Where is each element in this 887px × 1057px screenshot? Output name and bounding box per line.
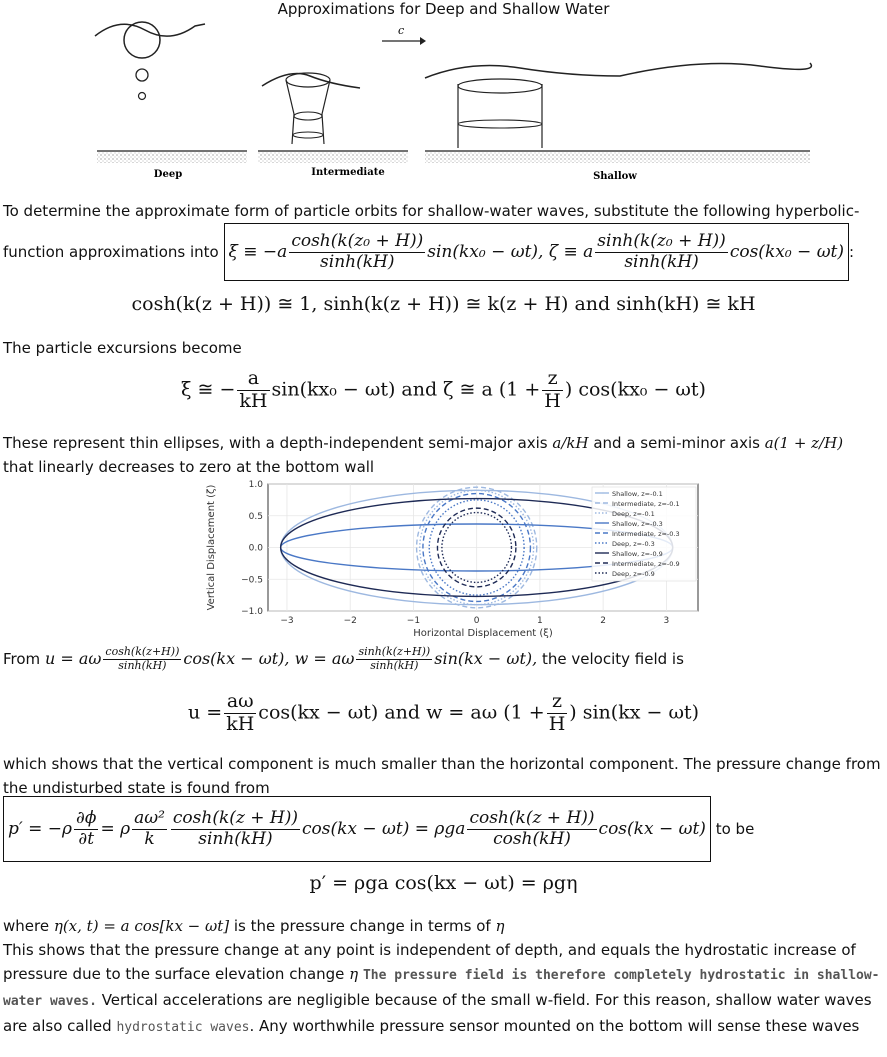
paragraph-velocity-from	[3, 637, 883, 681]
pressure-result: p′ = ρga cos(kx − ωt) = ρgη	[309, 872, 578, 894]
paragraph-ellipses	[3, 431, 883, 479]
vel-c: ) sin(kx − ωt)	[569, 701, 699, 724]
legend-entry: Shallow, z=-0.1	[612, 490, 663, 498]
legend-entry: Deep, z=-0.9	[612, 570, 655, 578]
p4-u: u = aω	[44, 649, 102, 668]
vel-a: u =	[188, 701, 223, 724]
pr-d: cos(kx − ωt) = ρga	[302, 819, 466, 839]
intro-prefix: function approximations into	[3, 243, 219, 261]
excursion-equation	[0, 368, 887, 413]
vel-a-den: kH	[226, 712, 255, 735]
p6-eta: η	[495, 917, 505, 935]
pr-a-den: ∂t	[78, 829, 95, 849]
pr-d-num: cosh(k(z + H))	[469, 808, 595, 829]
exc-b-num: z	[542, 368, 563, 391]
eq-zeta-num: sinh(k(z₀ + H))	[597, 231, 726, 252]
x-tick-label: 2	[600, 616, 607, 626]
legend-entry: Shallow, z=-0.9	[612, 550, 663, 558]
exc-a-den: kH	[239, 389, 268, 412]
eq-xi-num: cosh(k(z₀ + H))	[291, 231, 424, 252]
shallow-panel	[425, 63, 811, 163]
y-tick-label: −0.5	[241, 575, 263, 586]
x-tick-label: −1	[406, 616, 421, 626]
p3a: These represent thin ellipses, with a depth-independent semi-major axis	[3, 434, 553, 452]
p4-u-den: sinh(kH)	[118, 659, 167, 672]
approximation-line: cosh(k(z + H)) ≅ 1, sinh(k(z + H)) ≅ k(z + H) and sinh(kH) ≅ kH	[131, 293, 756, 315]
paragraph-intro	[3, 199, 883, 223]
p4-w-num: sinh(k(z+H))	[358, 645, 431, 659]
pr-a-num: ∂ϕ	[76, 808, 97, 829]
p3c: that linearly decreases to zero at the bottom wall	[3, 458, 375, 476]
y-tick-label: −1.0	[241, 607, 263, 617]
x-tick-label: −3	[280, 616, 294, 626]
pr-c-den: sinh(kH)	[198, 829, 273, 849]
eq-zeta-den: sinh(kH)	[624, 252, 699, 272]
p4-w-tail: sin(kx − ωt),	[434, 649, 538, 668]
deep-panel	[95, 22, 247, 163]
p3-math1: a/kH	[552, 434, 589, 452]
p7-mono2: hydrostatic waves	[116, 1020, 250, 1035]
deep-label: Deep	[153, 169, 183, 180]
vel-b-den: H	[548, 712, 566, 735]
eq-zeta-tail: cos(kx₀ − ωt)	[729, 242, 845, 262]
velocity-equation	[0, 691, 887, 736]
p3b: and a semi-minor axis	[588, 434, 765, 452]
p3-math2: a(1 + z/H)	[764, 434, 844, 452]
vel-b-num: z	[547, 691, 568, 714]
wave-orbit-diagram	[0, 18, 887, 183]
eq-xi: ξ ≡ −a	[228, 242, 288, 262]
p4-prefix: From	[3, 650, 45, 668]
legend-entry: Intermediate, z=-0.9	[612, 560, 680, 568]
intermediate-label: Intermediate	[311, 167, 385, 178]
x-tick-label: 0	[473, 616, 480, 626]
intermediate-panel	[258, 73, 408, 163]
p7-mono: The pressure field is therefore completely hydrostatic in shallow-water waves.	[3, 968, 880, 1009]
exc-c: ) cos(kx₀ − ωt)	[564, 378, 706, 401]
legend-entry: Shallow, z=-0.3	[612, 520, 663, 528]
x-tick-label: 3	[663, 616, 670, 626]
paragraph-intro-eq	[3, 223, 883, 281]
pr-d-den: cosh(kH)	[493, 829, 571, 849]
legend-entry: Intermediate, z=-0.1	[612, 500, 680, 508]
legend-entry: Deep, z=-0.3	[612, 540, 655, 548]
pr-a: p′ = −ρ	[8, 819, 73, 839]
paragraph-eta	[3, 914, 883, 938]
paragraph-hydrostatic	[3, 938, 883, 1040]
pressure-derivation	[3, 796, 883, 862]
y-tick-label: 1.0	[248, 480, 263, 490]
pr-suffix: to be	[715, 820, 755, 838]
eq-xi-den: sinh(kH)	[320, 252, 395, 272]
exc-b-den: H	[544, 389, 561, 412]
exc-b: sin(kx₀ − ωt) and ζ ≅ a (1 +	[271, 378, 541, 401]
pr-e: cos(kx − ωt)	[598, 819, 706, 839]
orbit-chart	[200, 478, 710, 643]
celerity-label: c	[398, 24, 405, 37]
vel-a-num: aω	[224, 691, 256, 714]
legend-entry: Intermediate, z=-0.3	[612, 530, 680, 538]
paragraph-intro-line1: To determine the approximate form of particle orbits for shallow-water waves, substitute the following hyperbolic-	[3, 202, 860, 220]
paragraph-excursions: The particle excursions become	[3, 339, 242, 357]
x-tick-label: 1	[537, 616, 543, 626]
shallow-label: Shallow	[593, 171, 637, 182]
paragraph-pressure: which shows that the vertical component is much smaller than the horizontal component. The pressure change from the undisturbed state is found from	[3, 755, 881, 797]
p7b: Vertical accelerations are negligible because of the small w-field. For this reason, shallow water waves are also called	[3, 991, 872, 1035]
eq-colon: :	[849, 243, 855, 261]
p7c: . Any worthwhile pressure sensor mounted on the bottom will sense these waves	[249, 1017, 860, 1035]
celerity-arrow	[382, 37, 426, 45]
p4-u-num: cosh(k(z+H))	[105, 645, 180, 659]
pr-b-num: aω²	[134, 808, 165, 829]
legend-entry: Deep, z=-0.1	[612, 510, 655, 518]
p7-eta: η	[349, 965, 359, 983]
p6-prefix: where	[3, 917, 54, 935]
p4-suffix: the velocity field is	[537, 650, 684, 668]
p4-w-den: sinh(kH)	[370, 659, 419, 672]
eq-xi-tail: sin(kx₀ − ωt), ζ ≡ a	[427, 242, 594, 262]
x-tick-label: −2	[343, 616, 357, 626]
y-tick-label: 0.5	[248, 511, 263, 522]
pr-b: = ρ	[100, 819, 131, 839]
x-axis-label: Horizontal Displacement (ξ)	[413, 628, 553, 639]
orbit-equation-box	[224, 223, 850, 281]
pr-b-den: k	[144, 829, 155, 849]
p7a: This shows that the pressure change at any point is independent of depth, and equals the hydrostatic increase of pressure due to the surface elevation change	[3, 941, 856, 983]
vel-b: cos(kx − ωt) and w = aω (1 +	[258, 701, 545, 724]
exc-a: ξ ≅ −	[181, 378, 236, 401]
figure-title: Approximations for Deep and Shallow Water	[277, 0, 610, 18]
pressure-equation-box	[3, 796, 711, 862]
p6-mid: is the pressure change in terms of	[229, 917, 496, 935]
p6-math: η(x, t) = a cos[kx − ωt]	[53, 917, 230, 935]
exc-a-num: a	[237, 368, 269, 391]
pr-c-num: cosh(k(z + H))	[172, 808, 298, 829]
p4-u-tail: cos(kx − ωt), w = aω	[183, 649, 355, 668]
y-axis-label: Vertical Displacement (ζ)	[206, 484, 217, 611]
y-tick-label: 0.0	[248, 543, 263, 554]
